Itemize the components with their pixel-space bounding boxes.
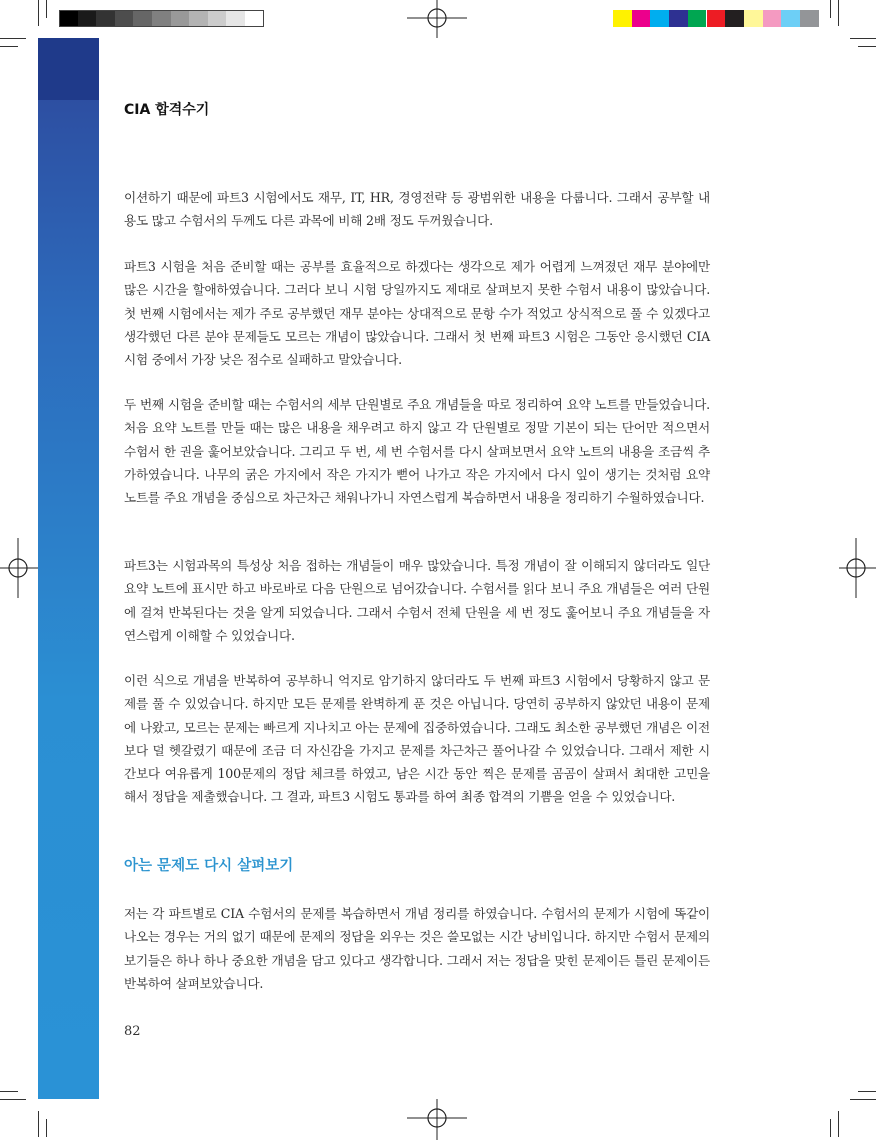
color-swatch xyxy=(725,10,744,27)
page-number: 82 xyxy=(124,1024,141,1039)
side-band xyxy=(38,100,99,1099)
gray-swatch xyxy=(171,10,190,27)
paragraph-1: 이션하기 때문에 파트3 시험에서도 재무, IT, HR, 경영전략 등 광범위한 내용을 다룹니다. 그래서 공부할 내용도 많고 수험서의 두께도 다른 과목에 비해 2배 정도 두꺼웠습니다. xyxy=(124,190,710,229)
gray-swatch xyxy=(59,10,78,27)
paragraph-2: 파트3 시험을 처음 준비할 때는 공부를 효율적으로 하겠다는 생각으로 제가 어렵게 느껴졌던 재무 분야에만 많은 시간을 할애하였습니다. 그러다 보니 시험 당일까지도 제대로 살펴보지 못한 수험서 내용이 많았습니다. 첫 번째 시험에서는 제가 주로 공부했던 재무 분야는 상대적으로 문항 수가 적었고 상식적으로 풀 수 있겠다고 생각했던 다른 분야 문제들도 모르는 개념이 많았습니다. 그래서 첫 번째 파트3 시험은 그동안 응시했던 CIA 시험 중에서 가장 낮은 점수로 실패하고 말았습니다. xyxy=(124,259,710,368)
gray-swatch xyxy=(208,10,227,27)
gray-swatch xyxy=(96,10,115,27)
paragraph-3: 두 번째 시험을 준비할 때는 수험서의 세부 단원별로 주요 개념들을 따로 정리하여 요약 노트를 만들었습니다. 처음 요약 노트를 만들 때는 많은 내용을 채우려고 하지 않고 각 단원별로 정말 기본이 되는 단어만 적으면서 수험서 한 권을 훑어보았습니다. 그리고 두 번, 세 번 수험서를 다시 살펴보면서 요약 노트의 내용을 조금씩 추가하였습니다. 나무의 굵은 가지에서 작은 가지가 뻗어 나가고 작은 가지에서 다시 잎이 생기는 것처럼 요약 노트를 주요 개념을 중심으로 차근차근 채워나가니 자연스럽게 복습하면서 내용을 정리하기 수월하였습니다. xyxy=(124,397,710,506)
section-heading: 아는 문제도 다시 살펴보기 xyxy=(124,858,294,874)
paragraph-5: 이런 식으로 개념을 반복하여 공부하니 억지로 암기하지 않더라도 두 번째 파트3 시험에서 당황하지 않고 문제를 풀 수 있었습니다. 하지만 모든 문제를 완벽하게 푼 것은 아닙니다. 당연히 공부하지 않았던 내용이 문제에 나왔고, 모르는 문제는 빠르게 지나치고 아는 문제에 집중하였습니다. 그래도 최소한 공부했던 개념은 이전보다 덜 헷갈렸기 때문에 조금 더 자신감을 가지고 문제를 차근차근 풀어나갈 수 있었습니다. 그래서 제한 시간보다 여유롭게 100문제의 정답 체크를 하였고, 남은 시간 동안 찍은 문제를 곰곰이 살펴서 최대한 고민을 해서 정답을 제출했습니다. 그 결과, 파트3 시험도 통과를 하여 최종 합격의 기쁨을 얻을 수 있었습니다. xyxy=(124,673,710,805)
section-paragraph: 저는 각 파트별로 CIA 수험서의 문제를 복습하면서 개념 정리를 하였습니다. 수험서의 문제가 시험에 똑같이 나오는 경우는 거의 없기 때문에 문제의 정답을 외우는 것은 쓸모없는 시간 낭비입니다. 하지만 수험서 문제의 보기들은 하나 하나 중요한 개념을 담고 있다고 생각합니다. 그래서 저는 정답을 맞힌 문제이든 틀린 문제이든 반복하여 살펴보았습니다. xyxy=(124,906,710,991)
color-swatch xyxy=(613,10,632,27)
color-swatch xyxy=(669,10,688,27)
gray-swatch xyxy=(78,10,97,27)
gray-swatch xyxy=(152,10,171,27)
gray-swatch xyxy=(226,10,245,27)
running-header: CIA 합격수기 xyxy=(124,102,210,118)
color-swatch xyxy=(688,10,707,27)
gray-swatch xyxy=(189,10,208,27)
color-swatch xyxy=(632,10,651,27)
color-swatch xyxy=(650,10,669,27)
color-swatch xyxy=(707,10,726,27)
color-swatch xyxy=(744,10,763,27)
color-swatch xyxy=(763,10,782,27)
side-band-top xyxy=(38,38,99,100)
color-swatch xyxy=(781,10,800,27)
gray-swatch xyxy=(245,10,264,27)
gray-swatch xyxy=(115,10,134,27)
paragraph-4: 파트3는 시험과목의 특성상 처음 접하는 개념들이 매우 많았습니다. 특정 개념이 잘 이해되지 않더라도 일단 요약 노트에 표시만 하고 바로바로 다음 단원으로 넘어갔습니다. 수험서를 읽다 보니 주요 개념들은 여러 단원에 걸쳐 반복된다는 것을 알게 되었습니다. 그래서 수험서 전체 단원을 세 번 정도 훑어보니 주요 개념들을 자연스럽게 이해할 수 있었습니다. xyxy=(124,558,710,643)
color-swatch xyxy=(800,10,819,27)
gray-swatch xyxy=(133,10,152,27)
